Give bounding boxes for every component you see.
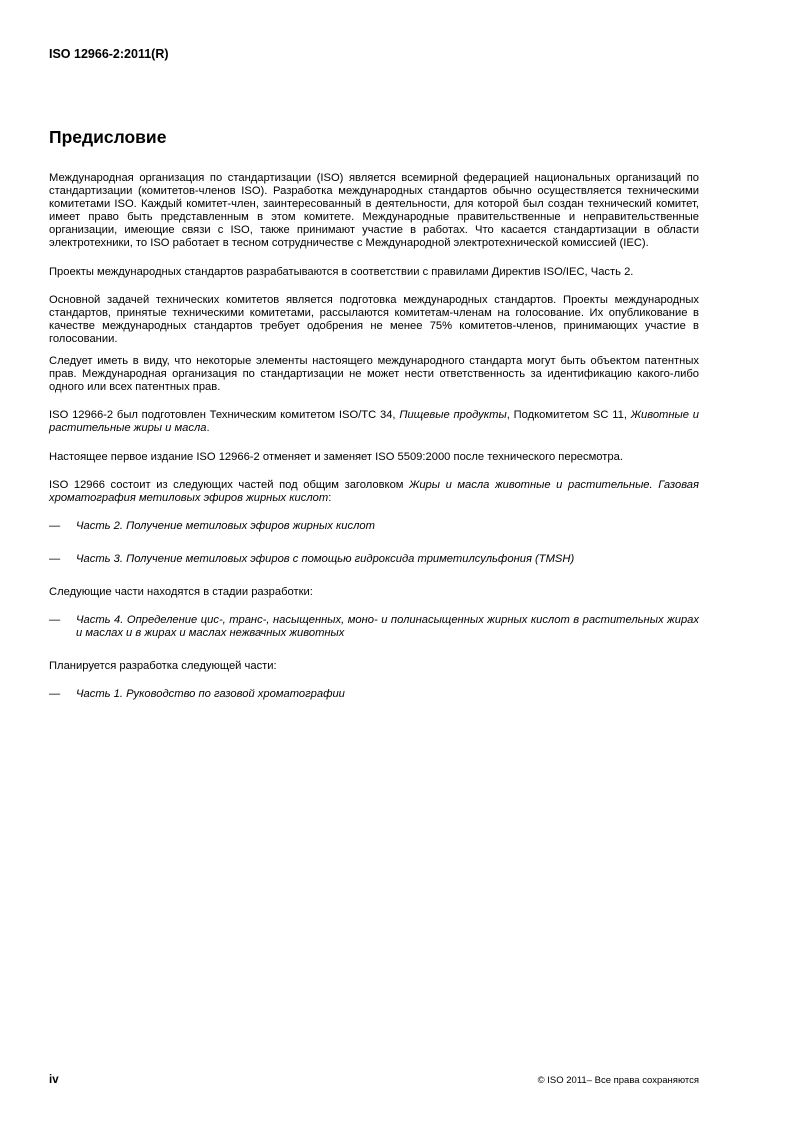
copyright-notice: © ISO 2011– Все права сохраняются: [537, 1075, 699, 1086]
list-item-part-4: — Часть 4. Определение цис-, транс-, насыщенных, моно- и полинасыщенных жирных кислот в растительных жирах и маслах и в жирах и маслах нежвачных животных: [49, 614, 699, 640]
dash-bullet: —: [49, 614, 61, 627]
page-title: Предисловие: [49, 127, 167, 147]
paragraph-patents: Следует иметь в виду, что некоторые элементы настоящего международного стандарта могут быть объектом патентных прав. Международная организация по стандартизации не может нести ответственность за идентификацию какого-либо одного или всех патентных прав.: [49, 355, 699, 394]
standard-code: ISO 12966-2:2011(R): [49, 47, 169, 61]
page-number: iv: [49, 1074, 59, 1086]
dash-bullet: —: [49, 688, 61, 701]
paragraph-committees: Основной задачей технических комитетов является подготовка международных стандартов. Проекты международных стандартов, принятые техническими комитетами, рассылаются комитетам-членам на голосование. Их опубликование в качестве международных стандартов требует одобрения не менее 75% комитетов-членов, принимающих участие в голосовании.: [49, 293, 699, 345]
list-item-part-1: — Часть 1. Руководство по газовой хроматографии: [49, 688, 345, 701]
paragraph-edition: Настоящее первое издание ISO 12966-2 отменяет и заменяет ISO 5509:2000 после технического пересмотра.: [49, 450, 623, 463]
paragraph-in-development: Следующие части находятся в стадии разработки:: [49, 585, 313, 598]
paragraph-iso-intro: Международная организация по стандартизации (ISO) является всемирной федерацией национальных организаций по стандартизации (комитетов-членов ISO). Разработка международных стандартов обычно осуществляется техническими комитетами ISO. Каждый комитет-член, заинтересованный в деятельности, для которой был создан технический комитет, имеет право быть представленным в этом комитете. Международные правительственные и неправительственные организации, имеющие связи с ISO, также принимают участие в работах. Что касается стандартизации в области электротехники, то ISO работает в тесном сотрудничестве с Международной электротехнической комиссией (IEC).: [49, 172, 699, 250]
list-item-part-2: — Часть 2. Получение метиловых эфиров жирных кислот: [49, 519, 375, 532]
paragraph-prepared-by: ISO 12966-2 был подготовлен Техническим комитетом ISO/TC 34, Пищевые продукты, Подкомитетом SC 11, Животные и растительные жиры и масла.: [49, 409, 700, 435]
paragraph-planned: Планируется разработка следующей части:: [49, 660, 277, 673]
dash-bullet: —: [49, 552, 61, 565]
paragraph-directives: Проекты международных стандартов разрабатываются в соответствии с правилами Директив ISO/IEC, Часть 2.: [49, 265, 634, 278]
dash-bullet: —: [49, 519, 61, 532]
paragraph-parts-intro: ISO 12966 состоит из следующих частей под общим заголовком Жиры и масла животные и растительные. Газовая хроматография метиловых эфиров жирных кислот:: [49, 478, 699, 504]
list-item-part-3: — Часть 3. Получение метиловых эфиров с помощью гидроксида триметилсульфония (TMSH): [49, 552, 575, 565]
foreword-body: [49, 172, 699, 721]
